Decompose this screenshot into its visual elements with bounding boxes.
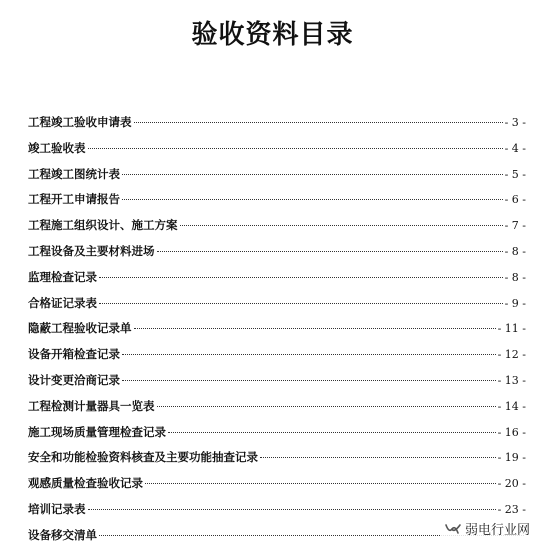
toc-entry[interactable] [28, 449, 526, 475]
toc-entry[interactable] [28, 372, 526, 398]
toc-entry-page: - 12 - [497, 348, 526, 362]
toc-entry[interactable] [28, 424, 526, 450]
dot-leader [168, 432, 496, 433]
toc-entry[interactable] [28, 475, 526, 501]
dot-leader [99, 277, 503, 278]
toc-entry-label: 工程竣工图统计表 [28, 166, 120, 181]
toc-entry-page: - 8 - [504, 244, 526, 258]
toc-entry-label: 隐蔽工程验收记录单 [28, 321, 132, 336]
toc-entry-page: - 13 - [497, 373, 526, 387]
dot-leader [157, 406, 496, 407]
wechat-channel-icon [444, 522, 462, 536]
dot-leader [180, 225, 503, 226]
toc-entry-page: - 8 - [504, 270, 526, 284]
toc-entry-page: - 7 - [504, 219, 526, 233]
toc-entry-label: 工程施工组织设计、施工方案 [28, 218, 178, 233]
toc-entry-label: 工程设备及主要材料进场 [28, 243, 155, 258]
dot-leader [122, 199, 503, 200]
toc-entry-page: - 19 - [497, 451, 526, 465]
toc-entry-label: 工程竣工验收申请表 [28, 115, 132, 129]
dot-leader [122, 380, 496, 381]
toc-entry[interactable] [28, 346, 526, 372]
toc-entry[interactable] [28, 191, 526, 217]
toc-entry-page: - 23 - [497, 502, 526, 516]
dot-leader [157, 251, 503, 252]
toc-entry-label: 设备开箱检查记录 [28, 347, 120, 362]
toc-entry-page: - 11 - [497, 322, 526, 336]
toc-entry[interactable] [28, 114, 526, 140]
toc-entry-page: - 9 - [504, 296, 526, 310]
toc-entry-page: - 4 - [504, 141, 526, 155]
toc-entry[interactable] [28, 140, 526, 166]
toc-entry-page: - 16 - [497, 425, 526, 439]
watermark [441, 518, 533, 539]
toc-entry[interactable] [28, 295, 526, 321]
table-of-contents [28, 114, 526, 553]
dot-leader [99, 303, 503, 304]
toc-entry-label: 竣工验收表 [28, 140, 86, 155]
toc-entry[interactable] [28, 398, 526, 424]
toc-entry-label: 培训记录表 [28, 501, 86, 516]
toc-entry-label: 合格证记录表 [28, 295, 97, 310]
toc-entry-label: 安全和功能检验资料核查及主要功能抽查记录 [28, 450, 258, 465]
dot-leader [260, 457, 496, 458]
dot-leader [134, 328, 496, 329]
document-title: 验收资料目录 [191, 20, 354, 50]
toc-entry[interactable] [28, 320, 526, 346]
dot-leader [145, 483, 496, 484]
toc-entry-label: 工程检测计量器具一览表 [28, 398, 155, 413]
toc-entry-label: 工程开工申请报告 [28, 192, 120, 207]
toc-entry-page: - 14 - [497, 399, 526, 413]
dot-leader [122, 354, 496, 355]
toc-entry-page: - 6 - [504, 193, 526, 207]
toc-entry-label: 施工现场质量管理检查记录 [28, 424, 166, 439]
toc-entry[interactable] [28, 217, 526, 243]
toc-entry[interactable] [28, 243, 526, 269]
toc-entry-page: - 20 - [497, 477, 526, 491]
toc-entry-label: 设计变更洽商记录 [28, 372, 120, 387]
toc-entry-page: - 5 - [504, 167, 526, 181]
dot-leader [88, 509, 496, 510]
dot-leader [134, 122, 503, 123]
toc-entry-label: 观感质量检查验收记录 [28, 476, 143, 491]
dot-leader [88, 148, 503, 149]
toc-entry[interactable] [28, 166, 526, 192]
dot-leader [122, 174, 503, 175]
toc-entry-label: 设备移交清单 [28, 527, 97, 542]
watermark-text: 弱电行业网 [464, 523, 530, 538]
toc-entry-page: - 3 - [504, 116, 526, 129]
toc-entry-label: 监理检查记录 [28, 269, 97, 284]
toc-entry[interactable] [28, 269, 526, 295]
